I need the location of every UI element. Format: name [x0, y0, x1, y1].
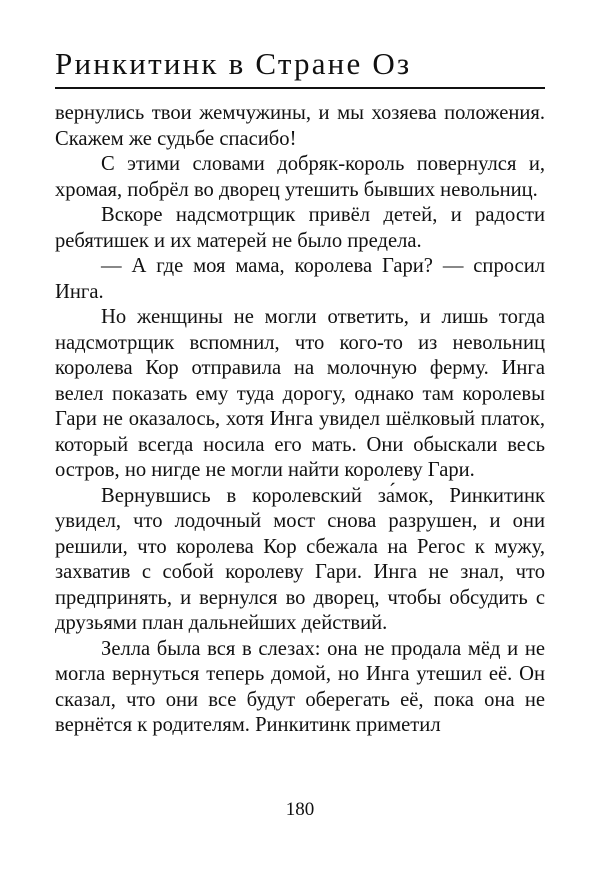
paragraph: Вернувшись в королевский за́мок, Ринкитинк увидел, что лодочный мост снова разрушен, и они решили, что королева Кор сбежала на Регос к мужу, захватив с собой королеву Гари. Инга не знал, что предпринять, и вернулся во дворец, чтобы обсудить с друзьями план дальнейших действий. [55, 484, 545, 634]
paragraph: С этими словами добряк-король повернулся и, хромая, побрёл во дворец утешить бывших невольниц. [55, 153, 545, 201]
paragraph: Зелла была вся в слезах: она не продала мёд и не могла вернуться теперь домой, но Инга утешил её. Он сказал, что они все будут оберегать её, пока она не вернётся к родителям. Ринкитинк приметил [55, 637, 545, 736]
paragraph: Вскоре надсмотрщик привёл детей, и радости ребятишек и их матерей не было предела. [55, 204, 545, 252]
book-page [55, 0, 545, 877]
paragraph: Но женщины не могли ответить, и лишь тогда надсмотрщик вспомнил, что кого-то из невольниц королева Кор отправила на молочную ферму. Инга велел показать ему туда дорогу, однако там королевы Гари не оказалось, хотя Инга увидел шёлковый платок, который всегда носила его мать. Они обыскали весь остров, но нигде не могли найти королеву Гари. [55, 306, 545, 481]
header-rule [55, 87, 545, 89]
paragraph-continued: вернулись твои жемчужины, и мы хозяева положения. Скажем же судьбе спасибо! [55, 102, 545, 150]
paragraph-dialogue: — А где моя мама, королева Гари? — спросил Инга. [55, 255, 545, 303]
body-text [55, 101, 545, 739]
running-head: Ринкитинк в Стране Оз [55, 46, 412, 81]
page-number: 180 [285, 799, 315, 820]
